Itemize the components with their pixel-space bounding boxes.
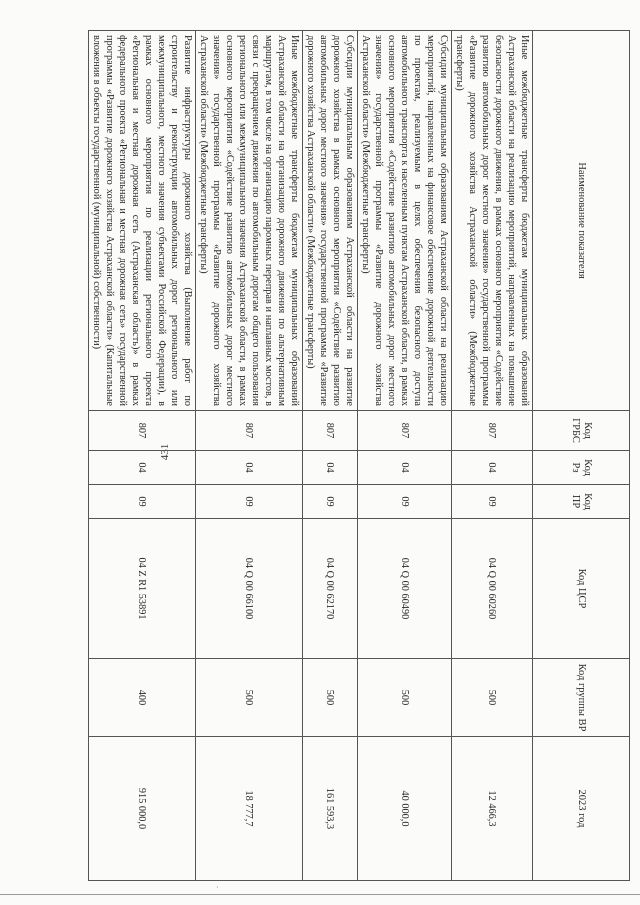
header-csr: Код ЦСР [533, 519, 630, 659]
row-amount: 18 777,7 [196, 737, 303, 881]
table-row [358, 31, 452, 881]
row-pr: 09 [89, 485, 196, 519]
row-csr: 04 Z R1 53891 [89, 519, 196, 659]
table-row [303, 31, 358, 881]
row-csr: 04 Q 00 60260 [452, 519, 533, 659]
row-grbs: 807 [196, 411, 303, 451]
header-rz: Код Рз [533, 451, 630, 485]
header-year: 2023 год [533, 737, 630, 881]
row-csr: 04 Q 00 66100 [196, 519, 303, 659]
header-grbs: Код ГРБС [533, 411, 630, 451]
rotated-table-container [91, 30, 630, 880]
row-pr: 09 [303, 485, 358, 519]
header-pr: Код ПР [533, 485, 630, 519]
table-row [89, 31, 196, 881]
row-csr: 04 Q 00 60490 [358, 519, 452, 659]
header-name: Наименование показателя [533, 31, 630, 411]
row-pr: 09 [358, 485, 452, 519]
row-rz: 04 [303, 451, 358, 485]
row-rz: 04 [358, 451, 452, 485]
row-vr: 500 [196, 659, 303, 737]
table-row [196, 31, 303, 881]
row-name: Развитие инфраструктуры дорожного хозяйства (Выполнение работ по строительству и реконструкции автомобильных дорог регионального или межмуниципального, местного значения субъектами Российской Федерации), в рамках основного мероприятия по реализации регионального проекта «Региональная и местная дорожная сеть (Астраханская область)» в рамках федерального проекта «Региональная и местная дорожная сеть» государственной программы «Развитие дорожного хозяйства Астраханской области» (Капитальные вложения в объекты государственной (муниципальной) собственности) [89, 31, 196, 411]
table-row [452, 31, 533, 881]
row-rz: 04 [452, 451, 533, 485]
row-grbs: 807 [358, 411, 452, 451]
row-name: Субсидии муниципальным образованиям Астраханской области на развитие дорожного хозяйства в рамках основного мероприятия «Содействие развитию автомобильных дорог местного значения» государственной программы «Развитие дорожного хозяйства Астраханской области» (Межбюджетные трансферты) [303, 31, 358, 411]
row-vr: 400 [89, 659, 196, 737]
row-name: Иные межбюджетные трансферты бюджетам муниципальных образований Астраханской области на организацию дорожного движения по альтернативным маршрутам, в том числе на организацию паромных переправ и наплавных мостов, в связи с прекращением движения по автомобильным дорогам общего пользования регионального или межмуниципального значения Астраханской области, в рамках основного мероприятия «Содействие развитию автомобильных дорог местного значения» государственной программы «Развитие дорожного хозяйства Астраханской области» (Межбюджетные трансферты) [196, 31, 303, 411]
row-pr: 09 [196, 485, 303, 519]
row-grbs: 807 [303, 411, 358, 451]
row-amount: 40 000,0 [358, 737, 452, 881]
budget-table [88, 30, 630, 881]
row-grbs: 807 [89, 411, 196, 451]
row-rz: 04 [89, 451, 196, 485]
row-vr: 500 [452, 659, 533, 737]
row-vr: 500 [358, 659, 452, 737]
row-name: Иные межбюджетные трансферты бюджетам муниципальных образований Астраханской области на реализацию мероприятий, направленных на повышение безопасности дорожного движения, в рамках основного мероприятия «Содействие развитию автомобильных дорог местного значения» государственной программы «Развитие дорожного хозяйства Астраханской области» (Межбюджетные трансферты) [452, 31, 533, 411]
row-amount: 915 000,0 [89, 737, 196, 881]
row-vr: 500 [303, 659, 358, 737]
page-bottom-rule [0, 894, 640, 895]
header-vr: Код группы ВР [533, 659, 630, 737]
page-number: 431 [159, 443, 171, 461]
row-csr: 04 Q 00 62170 [303, 519, 358, 659]
row-grbs: 807 [452, 411, 533, 451]
row-name: Субсидии муниципальным образованиям Астраханской области на реализацию мероприятий, направленных на финансовое обеспечение дорожной деятельности по проектам, реализуемым в целях обеспечения безопасного доступа автомобильного транспорта к населенным пунктам Астраханской области, в рамках основного мероприятия «Содействие развитию автомобильных дорог местного значения» государственной программы «Развитие дорожного хозяйства Астраханской области» (Межбюджетные трансферты) [358, 31, 452, 411]
row-amount: 161 593,3 [303, 737, 358, 881]
scan-speck: · [216, 883, 219, 892]
table-header-row [533, 31, 630, 881]
row-rz: 04 [196, 451, 303, 485]
row-pr: 09 [452, 485, 533, 519]
row-amount: 12 466,3 [452, 737, 533, 881]
